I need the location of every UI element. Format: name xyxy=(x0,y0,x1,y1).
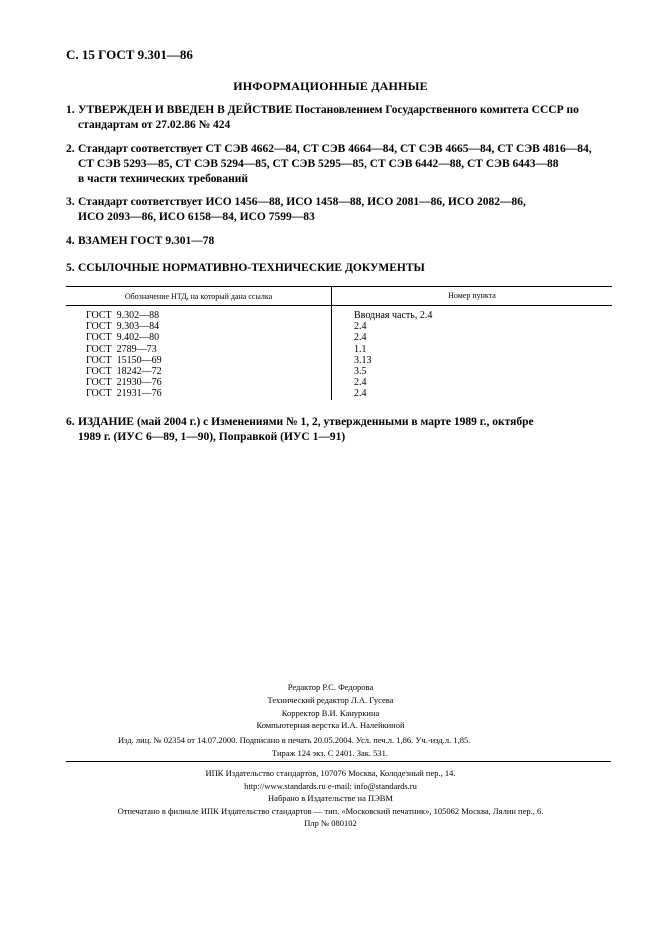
info-item-5 xyxy=(66,261,611,276)
table-cell-document: ГОСТ 9.402—80 xyxy=(86,332,160,344)
table-cell-clause: 3.5 xyxy=(354,365,367,377)
section-title: ИНФОРМАЦИОННЫЕ ДАННЫЕ xyxy=(233,79,428,93)
reference-table xyxy=(66,286,612,400)
table-header xyxy=(66,287,612,305)
table-cell-clause: 2.4 xyxy=(354,388,367,400)
editorial-credits xyxy=(0,681,661,732)
item-line: ИЗДАНИЕ (май 2004 г.) с Изменениями № 1, 2, утвержденными в марте 1989 г., октябре xyxy=(78,416,534,428)
table-cell-clause: 3.13 xyxy=(354,354,372,366)
footer-line: ИПК Издательство стандартов, 107076 Москва, Колодезный пер., 14. xyxy=(205,768,456,778)
info-item-6 xyxy=(66,415,611,445)
publishing-info xyxy=(118,734,470,760)
item-number: 4. xyxy=(66,235,75,247)
item-line: в части технических требований xyxy=(78,173,249,185)
table-body xyxy=(66,306,612,400)
footer-line: Отпечатано в филиале ИПК Издательство стандартов — тип. «Московский печатник», 105062 Москва, Лялин пер., 6. xyxy=(117,805,544,816)
table-cell-clause: Вводная часть, 2.4 xyxy=(354,310,433,321)
item-line: УТВЕРЖДЕН И ВВЕДЕН В ДЕЙСТВИЕ Постановлением Государственного комитета СССР по xyxy=(78,104,579,116)
publishing-line: Тираж 124 экз. С 2401. Зак. 531. xyxy=(272,748,389,758)
info-item-2 xyxy=(66,142,611,187)
item-line: ССЫЛОЧНЫЕ НОРМАТИВНО-ТЕХНИЧЕСКИЕ ДОКУМЕНТЫ xyxy=(78,262,425,274)
footer-rule xyxy=(66,761,611,762)
credit-line: Корректор В.И. Кануркина xyxy=(281,707,380,718)
table-cell-document: ГОСТ 21931—76 xyxy=(86,388,162,400)
footer-line: http://www.standards.ru e-mail: info@standards.ru xyxy=(244,780,417,791)
table-cell-clause: 1.1 xyxy=(354,343,367,355)
item-number: 5. xyxy=(66,262,75,274)
table-cell-document: ГОСТ 9.302—88 xyxy=(86,310,160,321)
table-cell-clause: 2.4 xyxy=(354,321,367,333)
publishing-line: Изд. лиц. № 02354 от 14.07.2000. Подписано в печать 20.05.2004. Усл. печ.л. 1,86. Уч.-изд.л. 1,85. xyxy=(118,735,471,745)
table-cell-document: ГОСТ 18242—72 xyxy=(86,365,162,377)
table-cell-document: ГОСТ 9.303—84 xyxy=(86,321,160,333)
credit-line: Технический редактор Л.А. Гусева xyxy=(267,694,394,705)
credit-line: Редактор Р.С. Федорова xyxy=(287,682,374,692)
item-number: 6. xyxy=(66,416,75,428)
info-item-3 xyxy=(66,195,611,225)
footer-line: Набрано в Издательстве на ПЭВМ xyxy=(268,793,393,804)
item-line: стандартам от 27.02.86 № 424 xyxy=(78,119,231,131)
table-cell-clause: 2.4 xyxy=(354,332,367,344)
item-line: СТ СЭВ 5293—85, СТ СЭВ 5294—85, СТ СЭВ 5295—85, СТ СЭВ 6442—88, СТ СЭВ 6443—88 xyxy=(78,158,559,170)
item-number: 3. xyxy=(66,196,75,208)
publisher-footer xyxy=(0,767,661,830)
table-cell-document: ГОСТ 21930—76 xyxy=(86,377,162,389)
table-cell-clause: 2.4 xyxy=(354,377,367,389)
item-line: Стандарт соответствует СТ СЭВ 4662—84, СТ СЭВ 4664—84, СТ СЭВ 4665—84, СТ СЭВ 4816—84, xyxy=(78,143,592,155)
page-header: С. 15 ГОСТ 9.301—86 xyxy=(66,47,193,62)
item-line: ВЗАМЕН ГОСТ 9.301—78 xyxy=(78,235,215,247)
table-cell-document: ГОСТ 15150—69 xyxy=(86,354,162,366)
column-header-clause: Номер пункта xyxy=(331,287,612,305)
document-column xyxy=(66,306,331,400)
credit-line: Компьютерная верстка И.А. Налейкиной xyxy=(256,720,405,731)
footer-line: Плр № 080102 xyxy=(304,818,357,829)
info-item-1 xyxy=(66,103,611,133)
column-header-document: Обозначение НТД, на который дана ссылка xyxy=(124,291,273,301)
clause-column xyxy=(331,306,612,400)
table-cell-document: ГОСТ 2789—73 xyxy=(86,343,157,355)
item-number: 1. xyxy=(66,104,75,116)
item-line: Стандарт соответствует ИСО 1456—88, ИСО 1458—88, ИСО 2081—86, ИСО 2082—86, xyxy=(78,196,526,208)
item-number: 2. xyxy=(66,143,75,155)
item-line: ИСО 2093—86, ИСО 6158—84, ИСО 7599—83 xyxy=(78,211,315,223)
info-item-4 xyxy=(66,234,611,249)
item-line: 1989 г. (ИУС 6—89, 1—90), Поправкой (ИУС 1—91) xyxy=(78,431,346,443)
